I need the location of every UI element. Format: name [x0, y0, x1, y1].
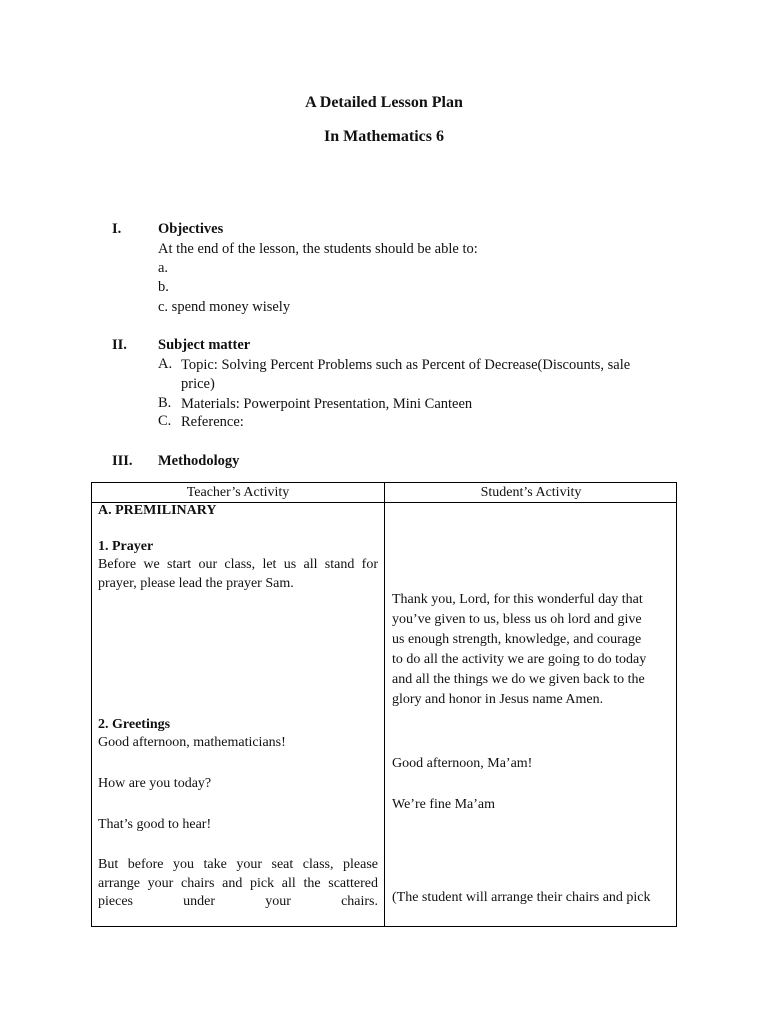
section-number: II. — [112, 337, 127, 353]
objective-item: b. — [158, 279, 169, 295]
teacher-response: That’s good to hear! — [98, 817, 212, 832]
student-activity-header: Student’s Activity — [480, 485, 582, 500]
section-heading: Methodology — [158, 453, 240, 469]
subject-item-text — [181, 356, 630, 394]
text-line: us enough strength, knowledge, and courage — [392, 632, 642, 647]
prayer-instruction — [98, 556, 378, 593]
subject-item-text: Materials: Powerpoint Presentation, Mini Canteen — [181, 396, 473, 412]
text-line: prayer, please lead the prayer Sam. — [98, 575, 294, 591]
section-heading: Subject matter — [158, 337, 251, 353]
student-arrange-reply: (The student will arrange their chairs and pick — [392, 890, 651, 905]
text-line: glory and honor in Jesus name Amen. — [392, 692, 604, 707]
text-line: to do all the activity we are going to do today — [392, 652, 647, 667]
arrange-instruction — [98, 856, 378, 912]
subject-item-line: Topic: Solving Percent Problems such as Percent of Decrease(Discounts, sale — [181, 357, 631, 373]
text-line: you’ve given to us, bless us oh lord and give — [392, 612, 642, 627]
section-heading: Objectives — [158, 221, 224, 237]
subject-item-letter: C. — [158, 413, 172, 429]
subject-item-letter: A. — [158, 356, 173, 372]
text-line: pieces under your chairs. — [98, 894, 378, 909]
student-fine-reply: We’re fine Ma’am — [392, 797, 496, 812]
title-line-1: A Detailed Lesson Plan — [305, 94, 463, 111]
objectives-intro: At the end of the lesson, the students should be able to: — [158, 241, 478, 257]
activity-table — [91, 482, 677, 927]
text-line: Before we start our class, let us all stand for — [98, 557, 378, 572]
section-number: I. — [112, 221, 122, 237]
column-divider — [384, 483, 385, 926]
teacher-activity-header: Teacher’s Activity — [186, 485, 290, 500]
title-line-2: In Mathematics 6 — [324, 128, 444, 145]
section-number: III. — [112, 453, 133, 469]
objective-item: a. — [158, 260, 169, 276]
subject-item-text: Reference: — [181, 414, 244, 430]
text-line: and all the things we do we given back to the — [392, 672, 645, 687]
premilinary-heading: A. PREMILINARY — [98, 503, 217, 518]
prayer-heading: 1. Prayer — [98, 539, 154, 554]
text-line: But before you take your seat class, please — [98, 857, 378, 872]
teacher-question: How are you today? — [98, 776, 212, 791]
text-line: Thank you, Lord, for this wonderful day that — [392, 592, 643, 607]
subject-item-line: price) — [181, 376, 215, 392]
teacher-greeting: Good afternoon, mathematicians! — [98, 735, 286, 750]
greetings-heading: 2. Greetings — [98, 717, 171, 732]
student-greeting-reply: Good afternoon, Ma’am! — [392, 756, 533, 771]
subject-item-letter: B. — [158, 395, 172, 411]
student-prayer — [392, 590, 674, 710]
objective-item: c. spend money wisely — [158, 299, 291, 315]
text-line: arrange your chairs and pick all the scattered — [98, 875, 378, 891]
